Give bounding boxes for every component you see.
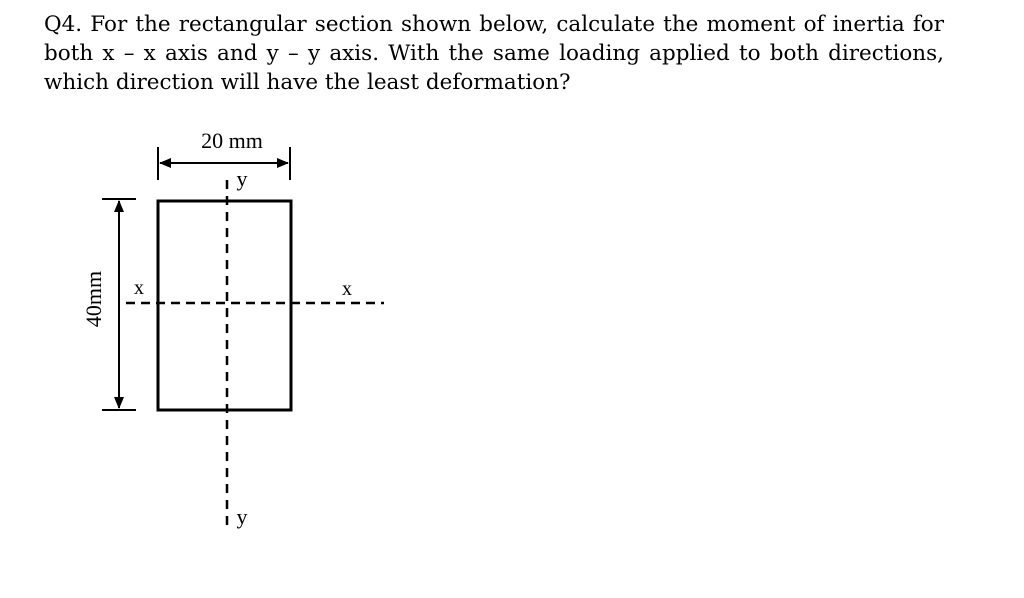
height-dimension (81, 199, 136, 410)
rectangular-section (158, 201, 291, 410)
y-axis-top-label: y (236, 166, 248, 191)
x-axis-left-label: x (134, 277, 144, 299)
y-axis-bottom-label: y (236, 504, 248, 529)
question-text: Q4. For the rectangular section shown below, calculate the moment of inertia for both x – x axis and y – y axis. With the same loading applied to both directions, which direction will have the least deformation? (44, 12, 944, 95)
width-dimension (158, 128, 290, 180)
width-label: 20 mm (201, 128, 263, 153)
height-label: 40mm (81, 270, 106, 328)
x-axis-right-label: x (342, 278, 352, 300)
